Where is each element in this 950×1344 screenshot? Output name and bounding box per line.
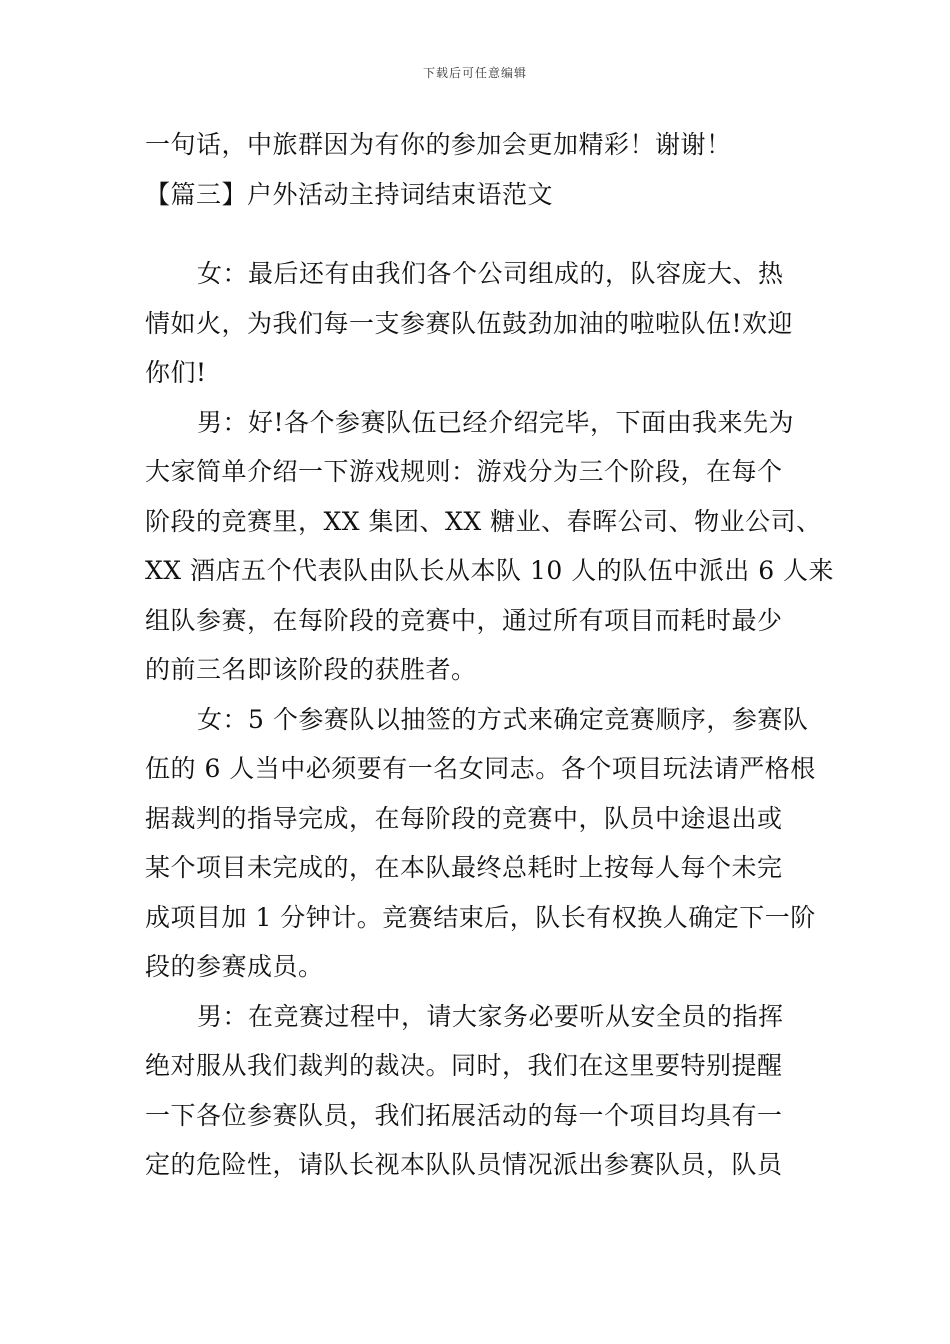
blank-space xyxy=(145,219,810,249)
intro-line: 一句话，中旅群因为有你的参加会更加精彩！谢谢！ xyxy=(145,130,732,159)
paragraph-line: 据裁判的指导完成，在每阶段的竞赛中，队员中途退出或 xyxy=(145,803,783,833)
paragraph-line: 你们! xyxy=(145,358,207,387)
paragraph xyxy=(145,398,835,695)
paragraph-line: XX 酒店五个代表队由队长从本队 10 人的队伍中派出 6 人来 xyxy=(145,556,835,585)
paragraph xyxy=(145,695,816,992)
paragraph-line: 段的参赛成员。 xyxy=(145,952,324,981)
section-title: 【篇三】户外活动主持词结束语范文 xyxy=(145,179,554,209)
page-header: 下载后可任意编辑 xyxy=(422,66,527,80)
paragraph xyxy=(145,992,810,1190)
paragraph-line: 情如火，为我们每一支参赛队伍鼓劲加油的啦啦队伍!欢迎 xyxy=(145,308,794,338)
document-body xyxy=(145,120,835,1190)
paragraph-line: 定的危险性，请队长视本队队员情况派出参赛队员，队员 xyxy=(145,1150,783,1179)
paragraph-line: 男：在竞赛过程中，请大家务必要听从安全员的指挥 xyxy=(197,1001,784,1031)
paragraph-line: 某个项目未完成的，在本队最终总耗时上按每人每个未完 xyxy=(145,853,783,882)
paragraph-line: 大家简单介绍一下游戏规则：游戏分为三个阶段，在每个 xyxy=(145,457,783,486)
paragraph-line: 绝对服从我们裁判的裁决。同时，我们在这里要特别提醒 xyxy=(145,1051,783,1080)
paragraph-line: 女：最后还有由我们各个公司组成的，队容庞大、热 xyxy=(197,259,784,288)
paragraph-line: 阶段的竞赛里，XX 集团、XX 糖业、春晖公司、物业公司、 xyxy=(145,506,822,536)
paragraph-line: 的前三名即该阶段的获胜者。 xyxy=(145,655,477,684)
paragraph-line: 一下各位参赛队员，我们拓展活动的每一个项目均具有一 xyxy=(145,1100,783,1130)
paragraph-line: 男：好!各个参赛队伍已经介绍完毕，下面由我来先为 xyxy=(197,407,795,437)
paragraph-line: 组队参赛，在每阶段的竞赛中，通过所有项目而耗时最少 xyxy=(145,605,783,635)
paragraph-line: 女：5 个参赛队以抽签的方式来确定竞赛顺序，参赛队 xyxy=(197,704,809,734)
paragraph xyxy=(145,249,810,398)
paragraph-line: 伍的 6 人当中必须要有一名女同志。各个项目玩法请严格根 xyxy=(145,754,816,783)
paragraph-line: 成项目加 1 分钟计。竞赛结束后，队长有权换人确定下一阶 xyxy=(145,902,816,932)
